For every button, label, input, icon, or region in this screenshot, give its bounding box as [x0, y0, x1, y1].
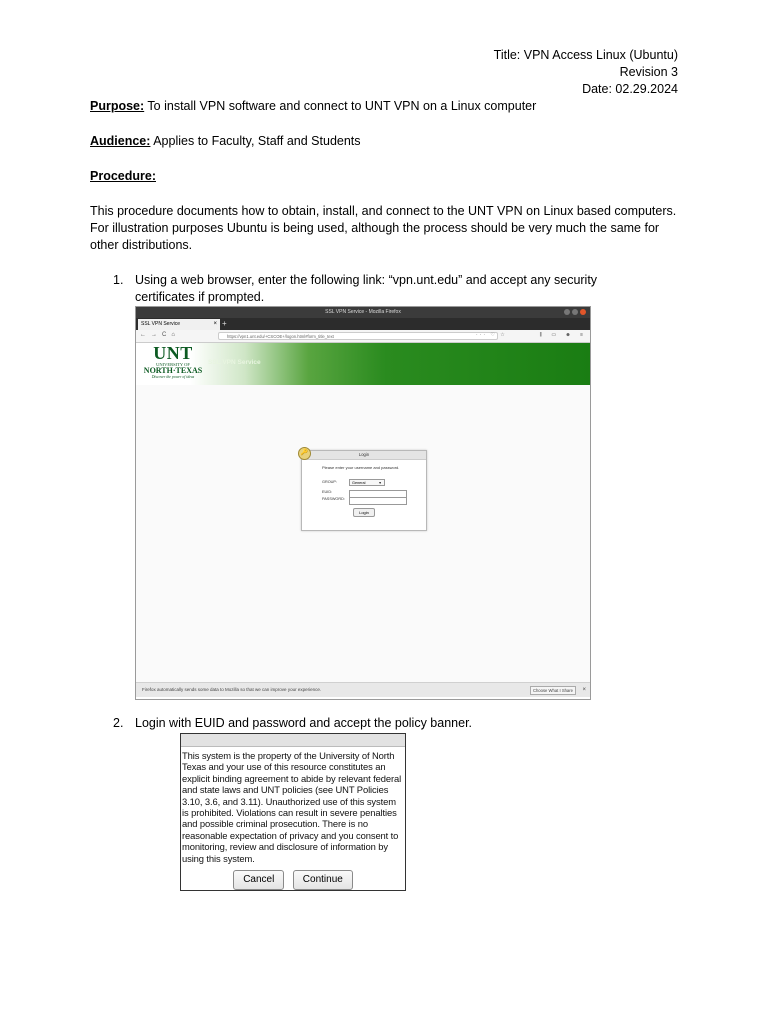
choose-what-i-share-button[interactable]: Choose What I Share — [530, 686, 576, 695]
policy-banner-dialog — [180, 733, 406, 891]
notification-text: Firefox automatically sends some data to Mozilla so that we can improve your experience. — [142, 687, 322, 692]
browser-tab[interactable] — [138, 319, 220, 330]
audience-text: Applies to Faculty, Staff and Students — [150, 134, 361, 148]
step-2-text: Login with EUID and password and accept the policy banner. — [135, 716, 473, 730]
login-title: Login — [302, 451, 426, 460]
notification-close-icon[interactable]: × — [582, 687, 586, 693]
browser-content — [136, 385, 590, 682]
continue-button[interactable]: Continue — [293, 870, 353, 890]
home-icon[interactable]: ⌂ — [171, 332, 175, 338]
maximize-icon[interactable] — [572, 309, 578, 315]
step-2-number: 2. — [113, 716, 124, 730]
forward-icon[interactable]: → — [151, 332, 157, 338]
purpose-label: Purpose: — [90, 99, 145, 113]
key-icon: 🔑 — [298, 447, 311, 460]
policy-buttons — [181, 869, 405, 890]
unt-logo — [140, 345, 206, 380]
procedure-label: Procedure: — [90, 169, 156, 183]
login-button[interactable]: Login — [353, 508, 375, 517]
window-controls — [564, 309, 586, 315]
back-icon[interactable]: ← — [140, 332, 146, 338]
login-dialog — [301, 450, 427, 531]
new-tab-icon[interactable]: + — [222, 319, 227, 328]
cancel-button[interactable]: Cancel — [233, 870, 284, 890]
unt-logo-tagline: Discover the power of ideas — [151, 375, 195, 379]
audience-line — [90, 133, 361, 150]
url-actions-icons[interactable]: ··· ♡ ☆ — [476, 332, 507, 338]
browser-screenshot — [135, 306, 591, 700]
purpose-text: To install VPN software and connect to UNT VPN on a Linux computer — [144, 99, 537, 113]
chevron-down-icon: ▾ — [379, 481, 381, 485]
policy-titlebar — [181, 734, 405, 747]
password-label: PASSWORD: — [322, 497, 345, 501]
reload-icon[interactable]: C — [162, 332, 167, 338]
url-bar[interactable]: https://vpn1.unt.edu/+CSCOE+/logon.html#form_title_text — [218, 332, 498, 340]
browser-window-title: SSL VPN Service - Mozilla Firefox — [325, 309, 401, 315]
firefox-notification-bar — [136, 682, 590, 697]
tab-label: SSL VPN Service — [141, 321, 180, 327]
unt-logo-sub: UNIVERSITY OF — [156, 362, 190, 367]
unt-logo-main: UNT — [153, 343, 193, 363]
group-label: GROUP: — [322, 480, 337, 484]
minimize-icon[interactable] — [564, 309, 570, 315]
doc-date: Date: 02.29.2024 — [582, 82, 678, 96]
browser-navbar — [136, 330, 590, 343]
group-select-value: General — [352, 481, 366, 485]
tab-close-icon[interactable]: × — [213, 321, 217, 327]
procedure-intro: This procedure documents how to obtain, install, and connect to the UNT VPN on Linux based computers. For illustration purposes Ubuntu is being used, although the process should be very much the same for other distributions. — [90, 204, 677, 252]
group-select[interactable] — [349, 479, 385, 486]
unt-logo-nt: NORTH·TEXAS — [143, 366, 203, 375]
close-window-icon[interactable] — [580, 309, 586, 315]
service-title: SSL VPN Service — [208, 359, 261, 366]
browser-titlebar — [136, 307, 590, 318]
euid-label: EUID: — [322, 490, 333, 494]
password-input[interactable] — [349, 497, 407, 505]
purpose-line — [90, 98, 536, 115]
doc-title: Title: VPN Access Linux (Ubuntu) — [493, 48, 678, 62]
unt-banner — [136, 343, 590, 385]
login-instruction: Please enter your username and password. — [322, 465, 400, 470]
policy-text: This system is the property of the University of North Texas and your use of this resource constitutes an explicit binding agreement to abide by relevant federal and state laws and UNT policies (see UNT Policies 3.10, 3.6, and 3.11). Unauthorized use of this system is prohibited. Violations can result in severe penalties and possible criminal prosecution. There is no reasonable expectation of privacy and you consent to monitoring, review and disclosure of information by using this system. — [182, 750, 402, 864]
step-1-text: Using a web browser, enter the following link: “vpn.unt.edu” and accept any security certificates if prompted. — [135, 273, 598, 304]
step-1-number: 1. — [113, 273, 124, 287]
toolbar-icons[interactable]: ⫼ ▭ ☻ ≡ — [539, 332, 587, 338]
audience-label: Audience: — [90, 134, 151, 148]
doc-revision: Revision 3 — [619, 65, 678, 79]
browser-tab-strip — [136, 318, 590, 330]
